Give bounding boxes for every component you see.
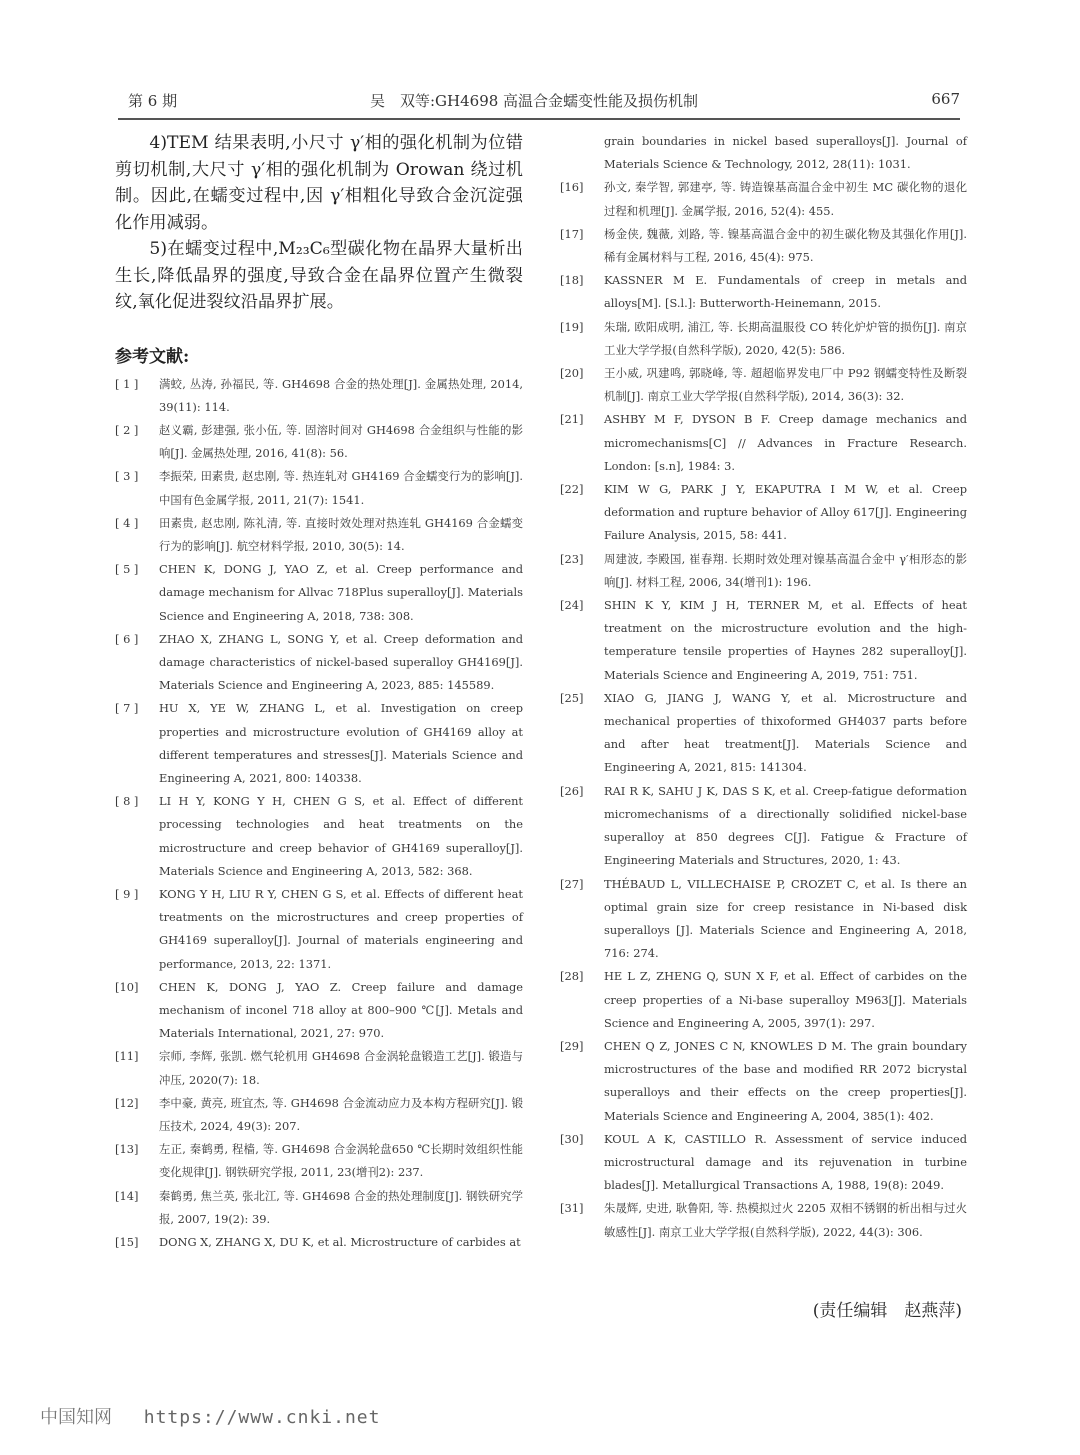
reference-text: 满蛟, 丛涛, 孙福民, 等. GH4698 合金的热处理[J]. 金属热处理, 2014, 39(11): 114.: [159, 376, 523, 414]
cnki-url[interactable]: https://www.cnki.net: [143, 1407, 381, 1428]
reference-text: 朱瑞, 欧阳成明, 浦江, 等. 长期高温服役 CO 转化炉炉管的损伤[J]. 南京工业大学学报(自然科学版), 2020, 42(5): 586.: [604, 319, 967, 357]
reference-text: 孙文, 秦学智, 郭建亭, 等. 铸造镍基高温合金中初生 MC 碳化物的退化过程和机理[J]. 金属学报, 2016, 52(4): 455.: [604, 180, 967, 218]
conclusion-5: 5)在蠕变过程中,M₂₃C₆型碳化物在晶界大量析出生长,降低晶界的强度,导致合金在晶界位置产生微裂纹,氧化促进裂纹沿晶界扩展。: [115, 239, 523, 312]
reference-number: [27]: [560, 876, 584, 891]
reference-item: [560, 1128, 967, 1198]
reference-item: [560, 873, 967, 966]
reference-text: 田素贵, 赵忠刚, 陈礼清, 等. 直接时效处理对热连轧 GH4169 合金蠕变行为的影响[J]. 航空材料学报, 2010, 30(5): 14.: [159, 515, 523, 553]
reference-number: [30]: [560, 1131, 584, 1146]
reference-item: [560, 478, 967, 548]
reference-text: ZHAO X, ZHANG L, SONG Y, et al. Creep deformation and damage characteristics of nickel-based superalloy GH4169[J]. Materials Science and Engineering A, 2023, 885: 145589.: [159, 631, 523, 693]
reference-text: HU X, YE W, ZHANG L, et al. Investigation on creep properties and microstructure evolution of GH4169 alloy at different temperatures and stresses[J]. Materials Science and Engineering A, 2021, 800: 140338.: [159, 701, 523, 785]
cnki-logo-text: 中国知网: [40, 1407, 112, 1428]
reference-number: [29]: [560, 1038, 584, 1053]
reference-number: [11]: [115, 1049, 139, 1064]
reference-item: [560, 176, 967, 222]
reference-item: [560, 548, 967, 594]
reference-number: [25]: [560, 690, 584, 705]
reference-text: 宗师, 李辉, 张凯. 燃气轮机用 GH4698 合金涡轮盘锻造工艺[J]. 锻造与冲压, 2020(7): 18.: [159, 1049, 523, 1087]
reference-text: 赵义霸, 彭建强, 张小伍, 等. 固溶时间对 GH4698 合金组织与性能的影响[J]. 金属热处理, 2016, 41(8): 56.: [159, 422, 523, 461]
reference-text: CHEN Q Z, JONES C N, KNOWLES D M. The grain boundary microstructures of the base and modified RR 2072 bicrystal superalloys and their effects on the creep properties[J]. Materials Science and Engineering A, 2004, 385(1): 402.: [604, 1038, 967, 1123]
left-column: [115, 130, 523, 1254]
reference-item: [115, 697, 523, 790]
reference-item: [560, 594, 967, 687]
reference-item: [115, 419, 523, 465]
reference-text: CHEN K, DONG J, YAO Z, et al. Creep performance and damage mechanism for Allvac 718Plus superalloy[J]. Materials Science and Engineering A, 2018, 738: 308.: [159, 562, 523, 623]
reference-item: [115, 1231, 523, 1254]
reference-item: [560, 362, 967, 408]
reference-number: [ 2 ]: [115, 422, 139, 437]
reference-text: KASSNER M E. Fundamentals of creep in metals and alloys[M]. [S.l.]: Butterworth-Heinemann, 2015.: [604, 273, 967, 311]
reference-number: [19]: [560, 319, 584, 334]
reference-number: [ 9 ]: [115, 886, 139, 901]
reference-item: [115, 790, 523, 883]
reference-number: [24]: [560, 598, 584, 613]
ref-15-continuation: grain boundaries in nickel based superalloys[J]. Journal of Materials Science & Technology, 2012, 28(11): 1031.: [604, 134, 967, 172]
reference-item: [115, 628, 523, 698]
reference-number: [21]: [560, 412, 584, 427]
reference-number: [26]: [560, 783, 584, 798]
reference-number: [22]: [560, 482, 584, 497]
reference-number: [31]: [560, 1201, 584, 1216]
right-column: [560, 130, 967, 1244]
reference-item: [560, 687, 967, 780]
reference-number: [ 1 ]: [115, 376, 139, 391]
reference-text: XIAO G, JIANG J, WANG Y, et al. Microstructure and mechanical properties of thixoformed GH4037 parts before and after heat treatment[J]. Materials Science and Engineering A, 2021, 815: 141304.: [604, 690, 967, 775]
reference-number: [13]: [115, 1142, 139, 1157]
reference-item: [560, 1035, 967, 1128]
reference-item: [560, 316, 967, 362]
reference-item: [560, 1197, 967, 1243]
reference-number: [10]: [115, 979, 139, 994]
reference-item: [115, 1092, 523, 1138]
reference-text: KONG Y H, LIU R Y, CHEN G S, et al. Effects of different heat treatments on the microstructures and creep properties of GH4169 superalloy[J]. Journal of materials engineering and performance, 2013, 22: 1371.: [159, 886, 523, 971]
reference-number: [15]: [115, 1235, 139, 1250]
reference-item: [115, 1045, 523, 1091]
references-list-left: [115, 373, 523, 1255]
reference-text: LI H Y, KONG Y H, CHEN G S, et al. Effect of different processing technologies and heat treatments on the microstructure and creep behavior of GH4169 superalloy[J]. Materials Science and Engineering A, 2013, 582: 368.: [159, 794, 523, 878]
reference-number: [ 6 ]: [115, 631, 139, 646]
reference-number: [16]: [560, 180, 584, 195]
running-header: [118, 86, 960, 116]
responsible-editor: (责任编辑 赵燕萍): [812, 1301, 962, 1321]
reference-text: ASHBY M F, DYSON B F. Creep damage mechanics and micromechanisms[C] // Advances in Fracture Research. London: [s.n], 1984: 3.: [604, 412, 967, 473]
footer-watermark: [40, 1403, 380, 1429]
reference-text: 朱晟辉, 史进, 耿鲁阳, 等. 热模拟过火 2205 双相不锈钢的析出相与过火敏感性[J]. 南京工业大学学报(自然科学版), 2022, 44(3): 306.: [604, 1201, 967, 1239]
reference-text: 左正, 秦鹤勇, 程樯, 等. GH4698 合金涡轮盘650 ℃长期时效组织性能变化规律[J]. 钢铁研究学报, 2011, 23(增刊2): 237.: [159, 1142, 523, 1180]
reference-text: SHIN K Y, KIM J H, TERNER M, et al. Effects of heat treatment on the microstructure evolution and the high-temperature tensile properties of Haynes 282 superalloy[J]. Materials Science and Engineering A, 2019, 751: 751.: [604, 598, 967, 682]
reference-text: THÉBAUD L, VILLECHAISE P, CROZET C, et al. Is there an optimal grain size for creep resistance in Ni-based disk superalloys [J]. Materials Science and Engineering A, 2018, 716: 274.: [604, 876, 967, 961]
reference-number: [ 5 ]: [115, 562, 139, 577]
reference-text: 李振荣, 田素贵, 赵忠刚, 等. 热连轧对 GH4169 合金蠕变行为的影响[J]. 中国有色金属学报, 2011, 21(7): 1541.: [159, 469, 523, 507]
running-title: 吴 双等:GH4698 高温合金蠕变性能及损伤机制: [370, 92, 699, 110]
reference-item: [560, 408, 967, 478]
reference-number: [ 8 ]: [115, 794, 139, 809]
issue-number: 第 6 期: [128, 92, 178, 110]
reference-item: [115, 976, 523, 1046]
reference-text: 周建波, 李殿国, 崔春翔. 长期时效处理对镍基高温合金中 γ′相形态的影响[J]. 材料工程, 2006, 34(增刊1): 196.: [604, 551, 967, 589]
reference-text: KIM W G, PARK J Y, EKAPUTRA I M W, et al. Creep deformation and rupture behavior of Alloy 617[J]. Engineering Failure Analysis, 2015, 58: 441.: [604, 482, 967, 543]
reference-item: [560, 269, 967, 315]
reference-number: [20]: [560, 366, 584, 381]
reference-number: [ 3 ]: [115, 469, 139, 484]
reference-item: [560, 965, 967, 1035]
reference-item: [560, 780, 967, 873]
reference-item: [115, 883, 523, 976]
reference-number: [ 4 ]: [115, 515, 139, 530]
reference-item: [115, 465, 523, 511]
reference-text: 秦鹤勇, 焦兰英, 张北江, 等. GH4698 合金的热处理制度[J]. 钢铁研究学报, 2007, 19(2): 39.: [159, 1188, 523, 1226]
reference-item: [115, 512, 523, 558]
reference-number: [17]: [560, 226, 584, 241]
conclusion-4: 4)TEM 结果表明,小尺寸 γ′相的强化机制为位错剪切机制,大尺寸 γ′相的强化机制为 Orowan 绕过机制。因此,在蠕变过程中,因 γ′相粗化导致合金沉淀强化作用减弱。: [115, 133, 523, 233]
reference-item: [560, 223, 967, 269]
reference-item: [115, 1185, 523, 1231]
references-list-right: [560, 176, 967, 1243]
reference-number: [12]: [115, 1095, 139, 1110]
page-number: 667: [931, 90, 960, 108]
reference-text: 杨金侠, 魏薇, 刘路, 等. 镍基高温合金中的初生碳化物及其强化作用[J]. 稀有金属材料与工程, 2016, 45(4): 975.: [604, 226, 967, 265]
reference-item: [115, 558, 523, 628]
references-heading: 参考文献:: [115, 346, 190, 367]
reference-number: [18]: [560, 273, 584, 288]
reference-text: HE L Z, ZHENG Q, SUN X F, et al. Effect of carbides on the creep properties of a Ni-base superalloy M963[J]. Materials Science and Engineering A, 2005, 397(1): 297.: [604, 969, 967, 1030]
header-rule: [118, 118, 960, 120]
reference-text: RAI R K, SAHU J K, DAS S K, et al. Creep-fatigue deformation micromechanisms of a directionally solidified nickel-base superalloy at 850 degrees C[J]. Fatigue & Fracture of Engineering Materials and Structures, 2020, 1: 43.: [604, 783, 967, 868]
reference-text: 王小威, 巩建鸣, 郭晓峰, 等. 超超临界发电厂中 P92 钢蠕变特性及断裂机制[J]. 南京工业大学学报(自然科学版), 2014, 36(3): 32.: [604, 366, 967, 404]
reference-text: CHEN K, DONG J, YAO Z. Creep failure and damage mechanism of inconel 718 alloy at 800–900 ℃[J]. Metals and Materials International, 2021, 27: 970.: [159, 979, 523, 1041]
reference-text: DONG X, ZHANG X, DU K, et al. Microstructure of carbides at: [159, 1235, 521, 1250]
reference-text: KOUL A K, CASTILLO R. Assessment of service induced microstructural damage and its rejuvenation in turbine blades[J]. Metallurgical Transactions A, 1988, 19(8): 2049.: [604, 1131, 967, 1193]
reference-number: [23]: [560, 551, 584, 566]
reference-text: 李中豪, 黄亮, 班宜杰, 等. GH4698 合金流动应力及本构方程研究[J]. 锻压技术, 2024, 49(3): 207.: [159, 1095, 523, 1133]
reference-number: [ 7 ]: [115, 701, 139, 716]
reference-item: [115, 373, 523, 419]
reference-number: [28]: [560, 969, 584, 984]
reference-number: [14]: [115, 1188, 139, 1203]
reference-item: [115, 1138, 523, 1184]
